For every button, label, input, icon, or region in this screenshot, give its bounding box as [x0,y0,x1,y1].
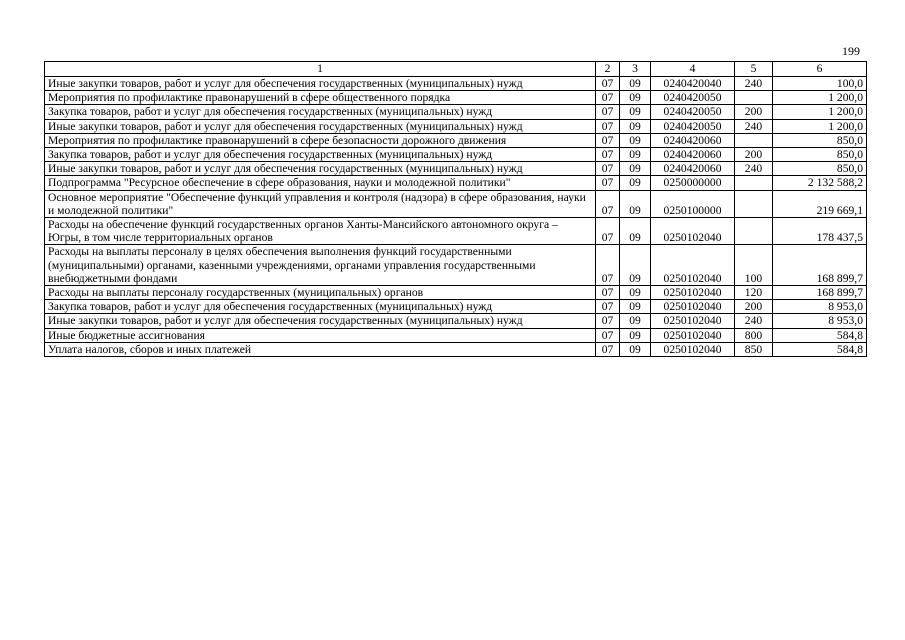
row-amount-cell: 2 132 588,2 [773,176,867,190]
row-subsection-cell: 09 [620,300,651,314]
row-subsection-cell: 09 [620,314,651,328]
row-name-cell: Иные закупки товаров, работ и услуг для обеспечения государственных (муниципальных) нужд [45,314,596,328]
row-name-cell: Иные бюджетные ассигнования [45,328,596,342]
page-number: 199 [842,44,860,58]
row-target-article-cell: 0250102040 [651,218,735,245]
row-target-article-cell: 0250100000 [651,190,735,217]
row-subsection-cell: 09 [620,176,651,190]
row-amount-cell: 8 953,0 [773,300,867,314]
row-amount-cell: 1 200,0 [773,105,867,119]
row-name-cell: Закупка товаров, работ и услуг для обеспечения государственных (муниципальных) нужд [45,148,596,162]
row-name-cell: Иные закупки товаров, работ и услуг для обеспечения государственных (муниципальных) нужд [45,119,596,133]
row-name-cell: Закупка товаров, работ и услуг для обеспечения государственных (муниципальных) нужд [45,105,596,119]
table-row [45,91,867,105]
row-target-article-cell: 0250102040 [651,328,735,342]
table-row [45,105,867,119]
table-row [45,245,867,286]
row-target-article-cell: 0240420060 [651,148,735,162]
row-name-cell: Закупка товаров, работ и услуг для обеспечения государственных (муниципальных) нужд [45,300,596,314]
header-col-3: 3 [620,62,651,77]
row-target-article-cell: 0240420060 [651,162,735,176]
row-amount-cell: 8 953,0 [773,314,867,328]
row-expense-type-cell: 120 [735,286,773,300]
row-expense-type-cell [735,133,773,147]
row-amount-cell: 1 200,0 [773,91,867,105]
row-target-article-cell: 0250102040 [651,286,735,300]
table-row [45,176,867,190]
row-subsection-cell: 09 [620,218,651,245]
table-row [45,314,867,328]
row-target-article-cell: 0250102040 [651,245,735,286]
row-subsection-cell: 09 [620,245,651,286]
row-amount-cell: 850,0 [773,133,867,147]
table-row [45,77,867,91]
header-col-6: 6 [773,62,867,77]
row-subsection-cell: 09 [620,119,651,133]
row-amount-cell: 1 200,0 [773,119,867,133]
row-expense-type-cell: 240 [735,77,773,91]
row-subsection-cell: 09 [620,77,651,91]
row-expense-type-cell [735,176,773,190]
table-row [45,148,867,162]
table-row [45,286,867,300]
row-target-article-cell: 0250000000 [651,176,735,190]
row-amount-cell: 219 669,1 [773,190,867,217]
row-name-cell: Расходы на выплаты персоналу государственных (муниципальных) органов [45,286,596,300]
row-section-cell: 07 [596,328,620,342]
table-header-row [45,62,867,77]
row-name-cell: Иные закупки товаров, работ и услуг для обеспечения государственных (муниципальных) нужд [45,77,596,91]
row-section-cell: 07 [596,300,620,314]
table-row [45,133,867,147]
row-target-article-cell: 0240420040 [651,77,735,91]
row-subsection-cell: 09 [620,342,651,356]
row-subsection-cell: 09 [620,133,651,147]
row-name-cell: Расходы на обеспечение функций государственных органов Ханты-Мансийского автономного округа – Югры, в том числе территориальных органов [45,218,596,245]
row-expense-type-cell: 100 [735,245,773,286]
header-col-1: 1 [45,62,596,77]
table-row [45,342,867,356]
row-target-article-cell: 0240420050 [651,105,735,119]
row-section-cell: 07 [596,176,620,190]
row-name-cell: Мероприятия по профилактике правонарушений в сфере общественного порядка [45,91,596,105]
row-amount-cell: 168 899,7 [773,245,867,286]
row-target-article-cell: 0240420060 [651,133,735,147]
row-expense-type-cell: 200 [735,300,773,314]
row-target-article-cell: 0240420050 [651,91,735,105]
row-name-cell: Мероприятия по профилактике правонарушений в сфере безопасности дорожного движения [45,133,596,147]
row-amount-cell: 178 437,5 [773,218,867,245]
row-section-cell: 07 [596,119,620,133]
row-section-cell: 07 [596,162,620,176]
row-section-cell: 07 [596,286,620,300]
table-row [45,300,867,314]
table-row [45,119,867,133]
row-section-cell: 07 [596,314,620,328]
header-col-2: 2 [596,62,620,77]
row-name-cell: Уплата налогов, сборов и иных платежей [45,342,596,356]
row-section-cell: 07 [596,148,620,162]
row-expense-type-cell: 240 [735,314,773,328]
row-subsection-cell: 09 [620,328,651,342]
row-expense-type-cell: 800 [735,328,773,342]
row-amount-cell: 168 899,7 [773,286,867,300]
row-subsection-cell: 09 [620,105,651,119]
row-expense-type-cell [735,91,773,105]
row-name-cell: Расходы на выплаты персоналу в целях обеспечения выполнения функций государственными (муниципальными) органами, казенными учреждениями, органами управления государственными внебюджетными фондами [45,245,596,286]
row-section-cell: 07 [596,105,620,119]
row-name-cell: Основное мероприятие "Обеспечение функций управления и контроля (надзора) в сфере образования, науки и молодежной политики" [45,190,596,217]
row-expense-type-cell: 240 [735,162,773,176]
row-expense-type-cell: 850 [735,342,773,356]
row-amount-cell: 850,0 [773,148,867,162]
header-col-4: 4 [651,62,735,77]
row-subsection-cell: 09 [620,148,651,162]
row-expense-type-cell [735,218,773,245]
row-name-cell: Подпрограмма "Ресурсное обеспечение в сфере образования, науки и молодежной политики" [45,176,596,190]
row-subsection-cell: 09 [620,91,651,105]
row-target-article-cell: 0250102040 [651,342,735,356]
row-section-cell: 07 [596,245,620,286]
row-section-cell: 07 [596,133,620,147]
row-name-cell: Иные закупки товаров, работ и услуг для обеспечения государственных (муниципальных) нужд [45,162,596,176]
row-target-article-cell: 0250102040 [651,314,735,328]
row-expense-type-cell: 240 [735,119,773,133]
row-amount-cell: 850,0 [773,162,867,176]
budget-table [44,61,867,357]
row-section-cell: 07 [596,91,620,105]
table-row [45,218,867,245]
row-amount-cell: 100,0 [773,77,867,91]
row-amount-cell: 584,8 [773,342,867,356]
row-section-cell: 07 [596,190,620,217]
row-section-cell: 07 [596,77,620,91]
row-subsection-cell: 09 [620,190,651,217]
row-amount-cell: 584,8 [773,328,867,342]
row-expense-type-cell: 200 [735,105,773,119]
header-col-5: 5 [735,62,773,77]
row-subsection-cell: 09 [620,286,651,300]
row-target-article-cell: 0240420050 [651,119,735,133]
row-section-cell: 07 [596,218,620,245]
table-row [45,162,867,176]
table-row [45,328,867,342]
row-section-cell: 07 [596,342,620,356]
table-body [45,77,867,357]
row-subsection-cell: 09 [620,162,651,176]
row-expense-type-cell [735,190,773,217]
row-target-article-cell: 0250102040 [651,300,735,314]
row-expense-type-cell: 200 [735,148,773,162]
table-row [45,190,867,217]
